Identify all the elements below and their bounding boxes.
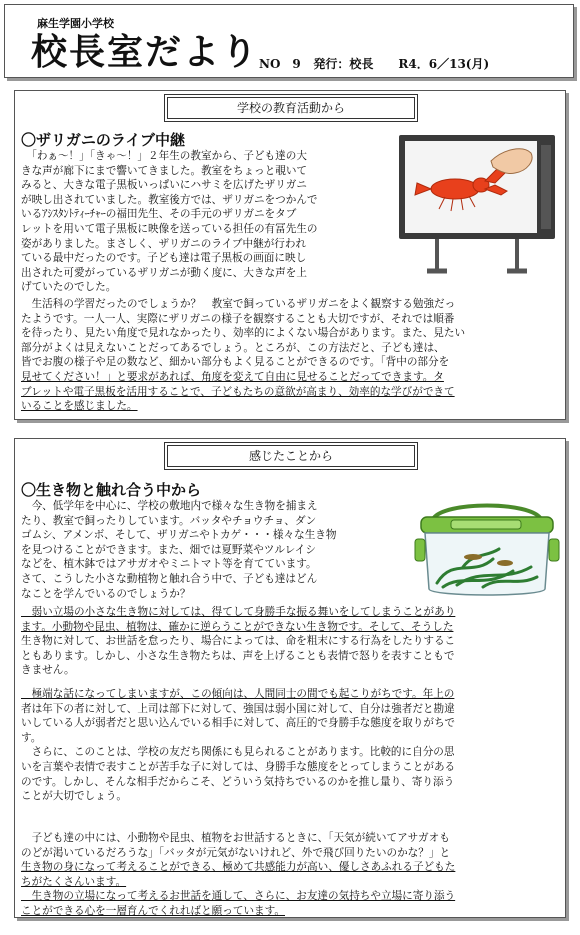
text-line: す。 xyxy=(21,731,42,744)
article-paragraph-2 xyxy=(21,605,455,678)
text-line: たり、教室で飼ったりしています。バッタやチョウチョ、ダン xyxy=(21,514,317,527)
text-line: いしている人が弱者だと思い込んでいる相手に対して、高圧的で身勝手な態度を取りがちで xyxy=(21,717,456,730)
newsletter-title: 校長室だより xyxy=(31,31,260,73)
text-line: ている最中だったのです。子ども達は電子黒板の画面に映し xyxy=(21,252,307,265)
text-line: 生き物の立場になって考えるお世話を通して、さらに、お友達の気持ちや立場に寄り添う xyxy=(21,890,456,903)
text-line: ブレットや電子黒板を活用することで、子どもたちの意欲が高まり、効率的な学びができて xyxy=(21,385,455,398)
electronic-whiteboard-illustration xyxy=(395,131,559,281)
text-line: さて、こうした小さな動植物と触れ合う中で、子ども達はどん xyxy=(21,572,318,585)
publisher: 発行：校長 xyxy=(313,57,374,71)
issue-date: R4．6／13(月) xyxy=(398,57,490,71)
article-body xyxy=(21,297,465,414)
text-line: ことが大切でしょう。 xyxy=(21,790,127,803)
text-line: 子ども達の中には、小動物や昆虫、植物をお世話するときに、「天気が続いてアサガオも xyxy=(21,832,450,844)
text-line: 生き物の身になって考えることができる、極めて共感能力が高い、優しさあふれる子どもた xyxy=(21,861,456,874)
text-line: いるｱｼｽﾀﾝﾄﾃｨｰﾁｬｰの福田先生、その手元のザリガニをタブ xyxy=(21,208,297,221)
newsletter-header xyxy=(4,4,574,78)
school-name: 麻生学園小学校 xyxy=(37,17,114,30)
section-education-activities xyxy=(14,90,566,420)
article-heading: 〇生き物と触れ合う中から xyxy=(21,481,202,499)
text-line: きな声が廊下にまで響いてきました。教室をちょっと覗いて xyxy=(21,164,308,177)
text-line: 者は年下の者に対して、上司は部下に対して、強国は弱小国に対して、自分は強者だと勘違 xyxy=(21,702,455,715)
text-line: 弱い立場の小さな生き物に対しては、得てして身勝手な振る舞いをしてしまうことがあり xyxy=(21,606,456,618)
text-line: さらに、このことは、学校の友だち関係にも見られることがあります。比較的に自分の思 xyxy=(21,746,455,759)
text-line: 極端な話になってしまいますが、この傾向は、人間同士の間でも起こりがちです。年上の xyxy=(21,688,455,700)
text-line: たようです。一人一人、実際にザリガニの様子を観察することも大切ですが、それでは順番 xyxy=(21,312,455,325)
text-line: 部分がよくは見えないことだってあるでしょう。ところが、この方法だと、子ども達は、 xyxy=(21,341,445,354)
article-paragraph-4 xyxy=(21,831,455,919)
text-line: いることを感じました。 xyxy=(21,400,138,413)
text-line: 生き物に対して、お世話を怠ったり、場合によっては、命を粗末にする行為をしたりするこ xyxy=(21,635,456,648)
text-line: いを言葉や表情で表すことが苦手な子に対しては、身勝手な態度をとってしまうことがある xyxy=(21,760,456,773)
text-line: などを、植木鉢ではアサガオやミニトマト等を育てています。 xyxy=(21,558,317,571)
text-line: きません。 xyxy=(21,664,75,677)
issue-info xyxy=(259,55,489,72)
text-line: 姿がありました。まさしく、ザリガニのライブ中継が行われ xyxy=(21,237,307,250)
article-body-wrapped xyxy=(21,499,336,601)
text-line: を見つけることができます。また、畑では夏野菜やツルレイシ xyxy=(21,543,316,556)
text-line: 今、低学年を中心に、学校の敷地内で様々な生き物を捕まえ xyxy=(21,500,318,512)
text-line: のです。しかし、そんな相手だからこそ、どういう気持ちでいるのかを推し量り、寄り添う xyxy=(21,775,455,788)
insect-cage-illustration xyxy=(413,497,561,601)
text-line: が映し出されていました。教室後方では、ザリガニをつかんで xyxy=(21,193,318,206)
text-line: ちがたくさんいます。 xyxy=(21,875,127,888)
text-line: レットを用いて電子黒板に映像を送っている担任の有冨先生の xyxy=(21,222,318,235)
text-line: なことを学んでいるのでしょうか？ xyxy=(21,587,191,600)
text-line: げていたのでした。 xyxy=(21,281,117,294)
article-paragraph-3 xyxy=(21,687,455,804)
text-line: 生活科の学習だったのでしょうか？ 教室で飼っているザリガニをよく観察する勉強だっ xyxy=(21,298,456,310)
text-line: ともあります。しかし、小さな生き物たちは、声を上げることも表情で怒りを表すこともで xyxy=(21,649,455,662)
text-line: 見せてください！」と要求があれば、角度を変えて自由に見せることだってできます。タ xyxy=(21,370,444,383)
issue-number: NO 9 xyxy=(259,57,301,71)
section-label: 感じたことから xyxy=(167,445,415,467)
text-line: を待ったり、見たい角度で見れなかったり、効率的によくない場合があります。また、見たい xyxy=(21,327,466,340)
section-reflections xyxy=(14,438,566,918)
text-line: ことができる心を一層育んでくれればと願っています。 xyxy=(21,904,285,917)
section-label: 学校の教育活動から xyxy=(167,97,415,119)
text-line: ます。小動物や昆虫、植物は、確かに逆らうことができない生き物です。そして、そうした xyxy=(21,620,454,633)
text-line: ゴムシ、アメンボ、そして、ザリガニやトカゲ・・・様々な生き物 xyxy=(21,529,337,542)
text-line: のどが渇いているだろうな」「バッタが元気がないけれど、外で飛び回りたいのかな？」と xyxy=(21,846,451,859)
text-line: 皆でお腹の様子や足の数など、細かい部分もよく見ることができるのです。「背中の部分を xyxy=(21,356,450,369)
text-line: みると、大きな電子黒板いっぱいにハサミを広げたザリガニ xyxy=(21,179,307,192)
article-body-wrapped xyxy=(21,149,318,295)
text-line: 出された可愛がっているザリガニが動く度に、大きな声を上 xyxy=(21,266,307,279)
article-heading: 〇ザリガニのライブ中継 xyxy=(21,131,185,149)
text-line: 「わぁ～！」「きゃ～！」２年生の教室から、子ども達の大 xyxy=(21,150,307,162)
